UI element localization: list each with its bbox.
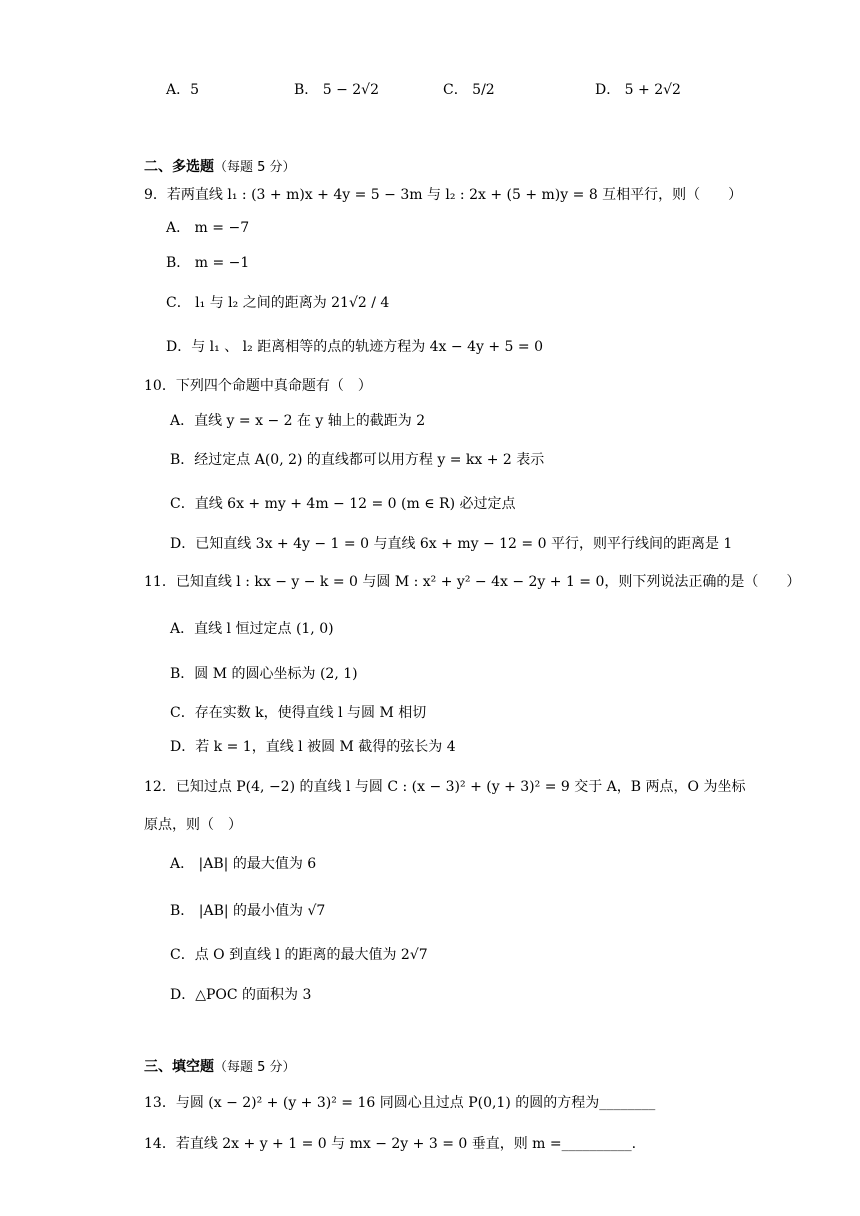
q10-option-c: C．直线 6x + my + 4m − 12 = 0 (m ∈ R) 必过定点	[170, 496, 516, 512]
q9-option-a: A． m = −7	[166, 220, 250, 236]
q8-option-c: C． 5/2	[443, 82, 495, 98]
q10-option-d: D．已知直线 3x + 4y − 1 = 0 与直线 6x + my − 12 = 0 平行，则平行线间的距离是 1	[170, 536, 733, 552]
section-2-title: 二、多选题	[144, 159, 214, 175]
q12-stem-line1: 12．已知过点 P(4, −2) 的直线 l 与圆 C : (x − 3)² + (y + 3)² = 9 交于 A，B 两点，O 为坐标	[144, 779, 746, 795]
q13-stem: 13．与圆 (x − 2)² + (y + 3)² = 16 同圆心且过点 P(0,1) 的圆的方程为________	[144, 1095, 656, 1111]
q8-option-d: D． 5 + 2√2	[595, 82, 681, 98]
q9-option-c: C． l₁ 与 l₂ 之间的距离为 21√2 / 4	[166, 295, 390, 311]
section-2-note: （每题 5 分）	[214, 160, 296, 175]
q8-option-a: A．5	[166, 82, 200, 98]
section-3-title: 三、填空题	[144, 1059, 214, 1075]
q12-option-d: D．△POC 的面积为 3	[170, 987, 312, 1003]
q12-stem-line2: 原点，则（ ）	[144, 817, 242, 833]
q11-option-c: C．存在实数 k，使得直线 l 与圆 M 相切	[170, 705, 427, 721]
q10-option-a: A．直线 y = x − 2 在 y 轴上的截距为 2	[170, 413, 426, 429]
q11-stem: 11．已知直线 l : kx − y − k = 0 与圆 M : x² + y² − 4x − 2y + 1 = 0，则下列说法正确的是（ ）	[144, 574, 801, 590]
q12-option-b: B． |AB| 的最小值为 √7	[170, 903, 326, 919]
q10-option-b: B．经过定点 A(0, 2) 的直线都可以用方程 y = kx + 2 表示	[170, 452, 545, 468]
q14-stem: 14．若直线 2x + y + 1 = 0 与 mx − 2y + 3 = 0 垂直，则 m =__________.	[144, 1136, 637, 1152]
q9-stem: 9．若两直线 l₁ : (3 + m)x + 4y = 5 − 3m 与 l₂ : 2x + (5 + m)y = 8 互相平行，则（ ）	[144, 187, 743, 203]
q9-option-b: B． m = −1	[166, 255, 250, 271]
q8-option-b: B． 5 − 2√2	[294, 82, 380, 98]
q10-stem: 10．下列四个命题中真命题有（ ）	[144, 378, 372, 394]
q12-option-c: C．点 O 到直线 l 的距离的最大值为 2√7	[170, 947, 428, 963]
q11-option-d: D．若 k = 1，直线 l 被圆 M 截得的弦长为 4	[170, 739, 456, 755]
q11-option-a: A．直线 l 恒过定点 (1, 0)	[170, 621, 334, 637]
q9-option-d: D．与 l₁ 、 l₂ 距离相等的点的轨迹方程为 4x − 4y + 5 = 0	[166, 339, 543, 355]
q11-option-b: B．圆 M 的圆心坐标为 (2, 1)	[170, 666, 358, 682]
section-2-heading	[144, 157, 296, 178]
q12-option-a: A． |AB| 的最大值为 6	[170, 856, 317, 872]
section-3-note: （每题 5 分）	[214, 1060, 296, 1075]
section-3-heading	[144, 1057, 296, 1078]
